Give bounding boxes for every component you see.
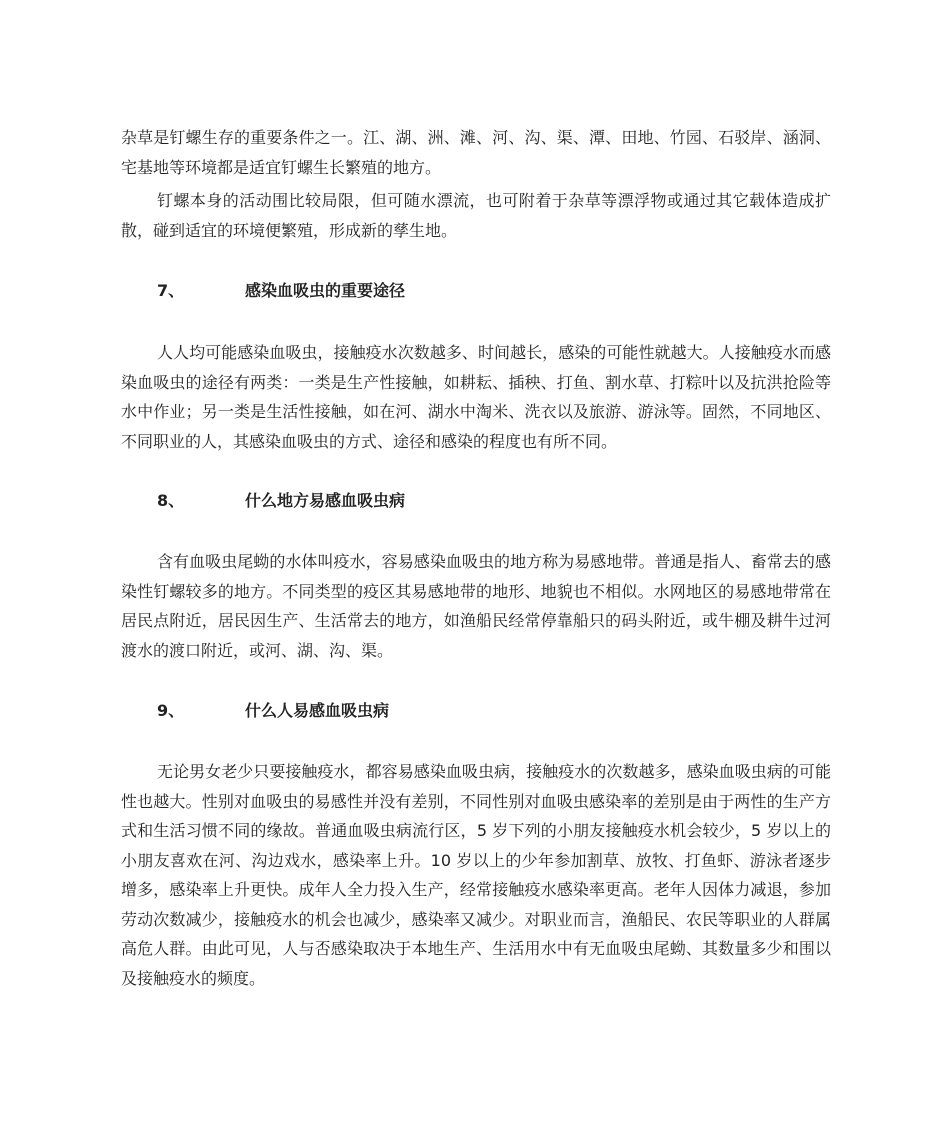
section-heading-8 xyxy=(121,486,831,516)
paragraph-snail-spread: 钉螺本身的活动围比较局限，但可随水漂流，也可附着于杂草等漂浮物或通过其它载体造成扩散，碰到适宜的环境便繁殖，形成新的孳生地。 xyxy=(121,191,831,240)
paragraph-susceptible-places: 含有血吸虫尾蚴的水体叫疫水，容易感染血吸虫的地方称为易感地带。普通是指人、畜常去的感染性钉螺较多的地方。不同类型的疫区其易感地带的地形、地貌也不相似。水网地区的易感地带常在居民点附近，居民因生产、生活常去的地方，如渔船民经常停靠船只的码头附近，或牛棚及耕牛过河渡水的渡口附近，或河、湖、沟、渠。 xyxy=(121,552,831,660)
section-title: 感染血吸虫的重要途径 xyxy=(245,281,406,300)
section-heading-7 xyxy=(121,276,831,306)
section-number: 7、 xyxy=(157,281,185,300)
paragraph-infection-routes: 人人均可能感染血吸虫，接触疫水次数越多、时间越长，感染的可能性就越大。人接触疫水而感染血吸虫的途径有两类：一类是生产性接触，如耕耘、插秧、打鱼、割水草、打粽叶以及抗洪抢险等水中作业；另一类是生活性接触，如在河、湖水中淘米、洗衣以及旅游、游泳等。固然，不同地区、不同职业的人，其感染血吸虫的方式、途径和感染的程度也有所不同。 xyxy=(121,343,831,451)
section-number: 9、 xyxy=(157,701,185,720)
section-heading-9 xyxy=(121,696,831,726)
section-title: 什么地方易感血吸虫病 xyxy=(245,491,406,510)
paragraph-snail-habitat: 杂草是钉螺生存的重要条件之一。江、湖、洲、滩、河、沟、渠、潭、田地、竹园、石驳岸、涵洞、宅基地等环境都是适宜钉螺生长繁殖的地方。 xyxy=(121,128,831,177)
section-number: 8、 xyxy=(157,491,185,510)
paragraph-susceptible-people: 无论男女老少只要接触疫水，都容易感染血吸虫病，接触疫水的次数越多，感染血吸虫病的可能性也越大。性别对血吸虫的易感性并没有差别，不同性别对血吸虫感染率的差别是由于两性的生产方式和生活习惯不同的缘故。普通血吸虫病流行区，5 岁下列的小朋友接触疫水机会较少，5 岁以上的小朋友喜欢在河、沟边戏水，感染率上升。10 岁以上的少年参加割草、放牧、打鱼虾、游泳者逐步增多，感染率上升更快。成年人全力投入生产，经常接触疫水感染率更高。老年人因体力减退，参加劳动次数减少，接触疫水的机会也减少，感染率又减少。对职业而言，渔船民、农民等职业的人群属高危人群。由此可见，人与否感染取决于本地生产、生活用水中有无血吸虫尾蚴、其数量多少和围以及接触疫水的频度。 xyxy=(121,762,831,988)
section-title: 什么人易感血吸虫病 xyxy=(245,701,390,720)
